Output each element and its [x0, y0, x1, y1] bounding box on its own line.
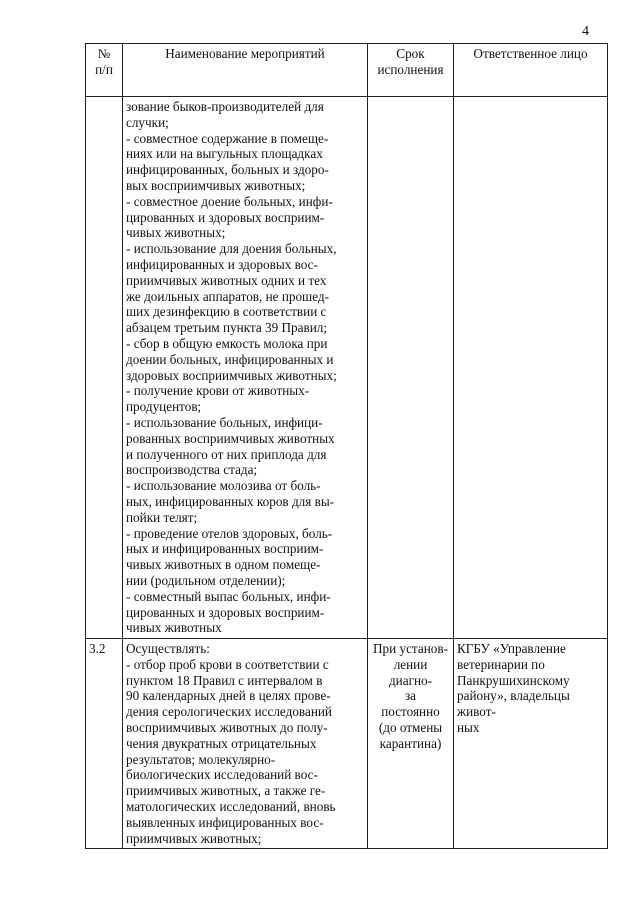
header-number [86, 44, 123, 97]
responsible-line: КГБУ «Управление ветеринарии по Панкрушихинскому району», владельцы живот- [457, 641, 570, 720]
measure-line: приимчивых животных; [126, 830, 262, 846]
measure-line: биологических исследований вос- [126, 767, 318, 783]
measure-line: же доильных аппаратов, не прошед- [126, 288, 329, 304]
measure-line: матологических исследований, вновь [126, 799, 336, 815]
header-number-line: № [97, 46, 111, 61]
measure-line: - отбор проб крови в соответствии с [126, 656, 329, 672]
deadline-line: постоянно [381, 704, 440, 720]
deadline-line: При установ- [373, 641, 448, 657]
measure-line: ниях или на выгульных площадках [126, 146, 323, 162]
deadline [368, 97, 454, 639]
measure-line: и полученного от них приплода для [126, 446, 327, 462]
header-deadline-line: Срок [396, 46, 425, 61]
measure-line: чивых животных [126, 620, 222, 636]
measure-line: - использование больных, инфици- [126, 414, 323, 430]
measure-line: - совместный выпас больных, инфи- [126, 588, 331, 604]
measure-line: дения серологических исследований [126, 704, 332, 720]
measure-line: - проведение отелов здоровых, боль- [126, 525, 333, 541]
measure-line: пунктом 18 Правил с интервалом в [126, 672, 323, 688]
measure-line: ших дезинфекцию в соответствии с [126, 304, 327, 320]
measure-line: чивых животных; [126, 225, 226, 241]
responsible-line: ных [457, 720, 480, 736]
measure-line: приимчивых животных одних и тех [126, 272, 327, 288]
measure-line: выявленных инфицированных вос- [126, 814, 324, 830]
measure-line: - совместное доение больных, инфи- [126, 193, 333, 209]
measure-line: - сбор в общую емкость молока при [126, 335, 328, 351]
header-number-line: п/п [95, 61, 113, 77]
measure-line: зование быков-производителей для [126, 99, 324, 114]
deadline-line: за [404, 688, 417, 704]
measure-line: чения двукратных отрицательных [126, 735, 317, 751]
row-number: 3.2 [86, 639, 123, 849]
measure-line: инфицированных, больных и здоро- [126, 162, 329, 178]
measure-line: рованных восприимчивых животных [126, 430, 335, 446]
measure-line: Осуществлять: [126, 641, 210, 657]
deadline [368, 639, 454, 849]
measure-line: цированных и здоровых восприим- [126, 209, 325, 225]
deadline-line: лении диагно- [388, 656, 433, 688]
deadline-line: (до отмены [378, 720, 443, 736]
measure-line: ных и инфицированных восприим- [126, 541, 324, 557]
measure-line: 90 календарных дней в целях прове- [126, 688, 331, 704]
measure-line: восприимчивых животных до полу- [126, 720, 328, 736]
measure-line: - получение крови от животных- [126, 383, 310, 399]
header-responsible: Ответственное лицо [454, 44, 608, 97]
measure-line: случки; [126, 114, 169, 130]
measure-line: доении больных, инфицированных и [126, 351, 334, 367]
measure-line: цированных и здоровых восприим- [126, 604, 325, 620]
measure-line: - использование для доения больных, [126, 241, 337, 257]
measure-line: инфицированных и здоровых вос- [126, 256, 318, 272]
measure-line: результатов; молекулярно- [126, 751, 276, 767]
table-row [86, 639, 608, 849]
header-deadline [368, 44, 454, 97]
measure-line: здоровых восприимчивых животных; [126, 367, 337, 383]
measure-line: нии (родильном отделении); [126, 572, 286, 588]
measure-line: - использование молозива от боль- [126, 478, 321, 494]
measure-line: воспроизводства стада; [126, 462, 258, 478]
measure-line: пойки телят; [126, 509, 198, 525]
measure-line: абзацем третьим пункта 39 Правил; [126, 320, 328, 336]
measure-line: приимчивых животных, а также ге- [126, 783, 326, 799]
measure-line: - совместное содержание в помеще- [126, 130, 329, 146]
measure-line: вых восприимчивых животных; [126, 177, 306, 193]
measures-table [85, 43, 608, 849]
measure-description [123, 639, 368, 849]
page-number: 4 [582, 24, 589, 39]
measure-line: ных, инфицированных коров для вы- [126, 493, 335, 509]
table-row [86, 97, 608, 639]
header-deadline-line: исполнения [377, 61, 444, 77]
deadline-line: карантина) [379, 735, 442, 751]
responsible-party [454, 97, 608, 639]
responsible-party [454, 639, 608, 849]
measure-line: чивых животных в одном помеще- [126, 557, 321, 573]
measure-description [123, 97, 368, 639]
header-measures: Наименование мероприятий [123, 44, 368, 97]
table-header-row [86, 44, 608, 97]
measure-line: продуцентов; [126, 399, 202, 415]
row-number [86, 97, 123, 639]
